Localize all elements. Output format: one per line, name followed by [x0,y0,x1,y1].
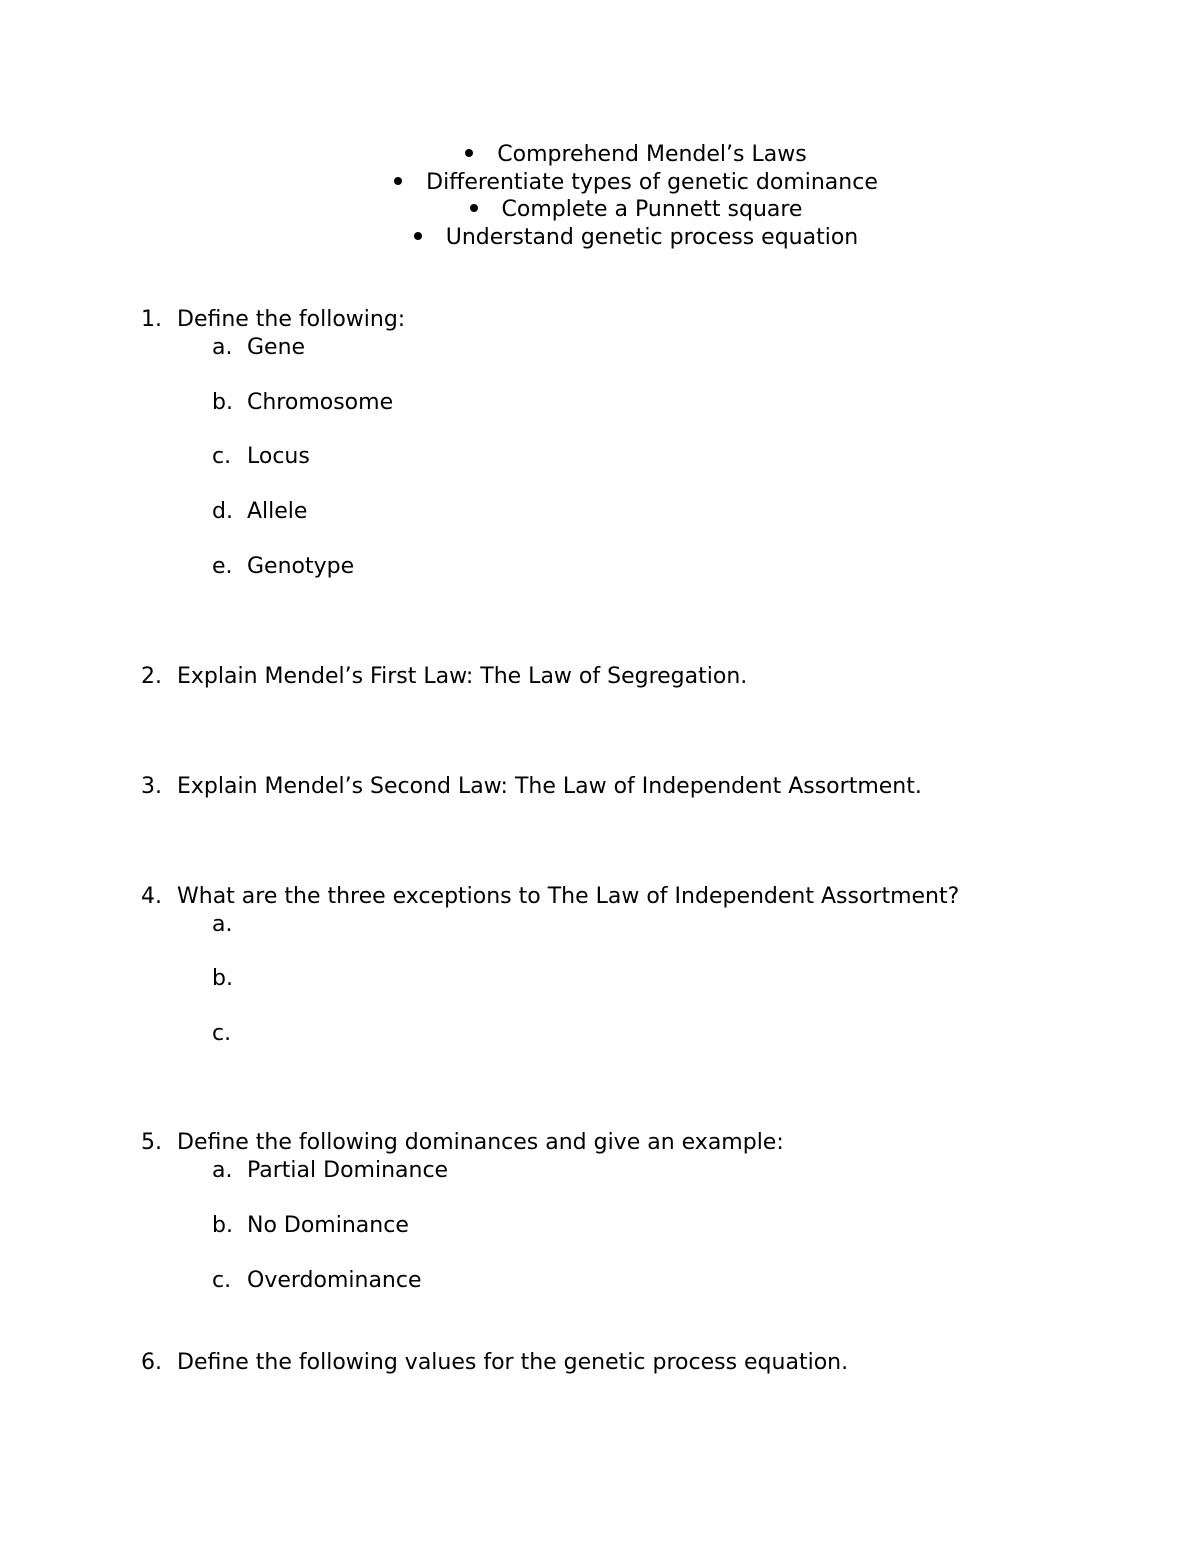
subitem-letter: a. [212,912,233,937]
question-number: 4. [141,884,162,909]
objective-item [0,224,1200,252]
question-text: Explain Mendel’s Second Law: The Law of Independent Assortment. [177,774,922,799]
question-5-subitem-a [0,1157,1200,1185]
question-2 [0,663,1200,691]
subitem-text: Chromosome [247,390,394,415]
subitem-letter: b. [212,390,233,415]
question-5-subitem-c [0,1267,1200,1295]
objective-text: Differentiate types of genetic dominance [426,169,878,195]
subitem-letter: e. [212,554,233,579]
bullet-icon [465,149,473,157]
question-number: 2. [141,664,162,689]
subitem-text: Genotype [247,554,355,579]
subitem-letter: c. [212,1268,232,1293]
subitem-letter: b. [212,966,233,991]
question-1-subitem-b [0,389,1200,417]
question-5 [0,1129,1200,1157]
question-number: 1. [141,307,162,332]
subitem-letter: b. [212,1213,233,1238]
question-1 [0,306,1200,334]
bullet-icon [414,232,422,240]
question-1-subitem-d [0,498,1200,526]
question-number: 6. [141,1350,162,1375]
objective-item [0,196,1200,224]
question-1-subitem-e [0,553,1200,581]
subitem-letter: d. [212,499,233,524]
question-text: Define the following: [177,307,406,332]
subitem-text: Allele [247,499,308,524]
subitem-letter: c. [212,444,232,469]
objective-text: Comprehend Mendel’s Laws [497,142,807,167]
subitem-letter: a. [212,335,233,360]
question-1-subitem-a [0,334,1200,362]
question-text: What are the three exceptions to The Law of Independent Assortment? [177,884,960,909]
objective-item [0,169,1200,197]
subitem-text: Partial Dominance [247,1158,449,1183]
bullet-icon [394,177,402,185]
question-text: Define the following values for the genetic process equation. [177,1350,849,1375]
objective-text: Understand genetic process equation [445,224,859,250]
bullet-icon [470,204,478,212]
question-number: 5. [141,1130,162,1155]
question-text: Define the following dominances and give an example: [177,1130,784,1155]
objectives-list [0,141,1200,251]
subitem-text: Gene [247,335,306,360]
subitem-letter: c. [212,1021,232,1046]
question-text: Explain Mendel’s First Law: The Law of Segregation. [177,664,748,689]
question-4-subitem-a [0,911,1200,939]
objective-item [0,141,1200,169]
subitem-letter: a. [212,1158,233,1183]
objective-text: Complete a Punnett square [501,197,803,222]
question-4-subitem-b [0,965,1200,993]
subitem-text: Locus [247,444,310,469]
subitem-text: Overdominance [247,1268,422,1293]
question-5-subitem-b [0,1212,1200,1240]
question-3 [0,773,1200,801]
question-6 [0,1349,1200,1377]
question-4 [0,883,1200,911]
subitem-text: No Dominance [247,1213,409,1238]
question-number: 3. [141,774,162,799]
question-4-subitem-c [0,1020,1200,1048]
question-1-subitem-c [0,443,1200,471]
